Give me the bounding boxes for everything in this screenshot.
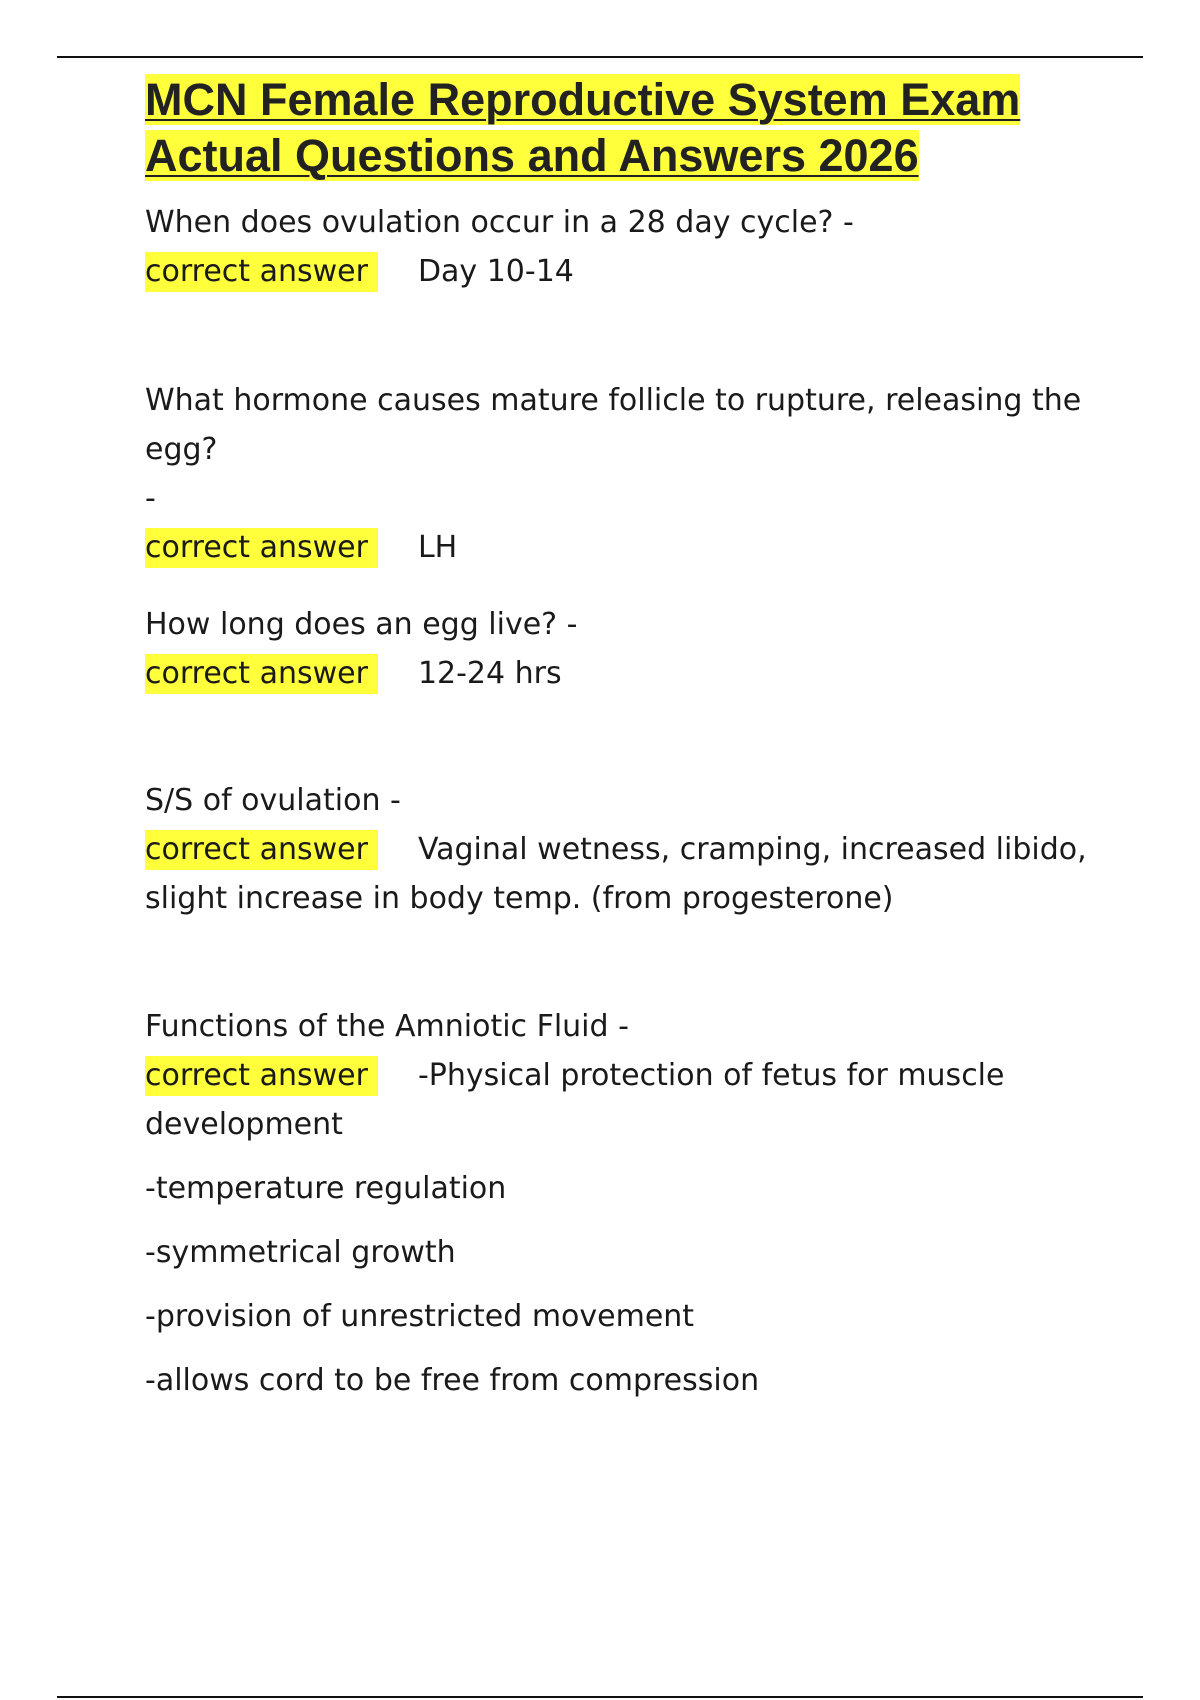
qa-item <box>145 198 1105 296</box>
correct-answer-label: correct answer <box>145 654 378 694</box>
bottom-rule <box>57 1696 1143 1698</box>
answer-text: Day 10-14 <box>417 254 574 289</box>
qa-item <box>145 1002 1105 1405</box>
title-line-1: MCN Female Reproductive System Exam <box>145 74 1021 125</box>
question-text: How long does an egg live? - <box>145 607 578 642</box>
top-rule <box>57 56 1143 58</box>
title-line-2: Actual Questions and Answers 2026 <box>145 130 919 181</box>
answer-text: 12-24 hrs <box>417 656 562 691</box>
correct-answer-label: correct answer <box>145 1056 378 1096</box>
correct-answer-label: correct answer <box>145 528 378 568</box>
answer-continuation: slight increase in body temp. (from progesterone) <box>145 881 894 916</box>
answer-text: -Physical protection of fetus for muscle <box>417 1058 1005 1093</box>
question-text: What hormone causes mature follicle to rupture, releasing the egg? <box>145 383 1082 467</box>
correct-answer-label: correct answer <box>145 252 378 292</box>
answer-line <box>145 649 1105 698</box>
qa-item <box>145 376 1105 572</box>
list-item: -provision of unrestricted movement <box>145 1299 695 1334</box>
answer-text: LH <box>417 530 458 565</box>
answer-continuation: development <box>145 1107 343 1142</box>
answer-line <box>145 1051 1105 1100</box>
question-dash: - <box>145 481 156 516</box>
question-text: S/S of ovulation - <box>145 783 401 818</box>
answer-line <box>145 523 1105 572</box>
document-title <box>145 72 1105 184</box>
list-item: -temperature regulation <box>145 1171 507 1206</box>
list-item: -allows cord to be free from compression <box>145 1363 760 1398</box>
document-body <box>145 72 1105 1398</box>
correct-answer-label: correct answer <box>145 830 378 870</box>
qa-item <box>145 600 1105 698</box>
qa-item <box>145 776 1105 923</box>
list-item: -symmetrical growth <box>145 1235 456 1270</box>
answer-line <box>145 247 1105 296</box>
answer-text: Vaginal wetness, cramping, increased libido, <box>417 832 1087 867</box>
question-text: Functions of the Amniotic Fluid - <box>145 1009 629 1044</box>
answer-line <box>145 825 1105 874</box>
question-text: When does ovulation occur in a 28 day cycle? - <box>145 205 854 240</box>
